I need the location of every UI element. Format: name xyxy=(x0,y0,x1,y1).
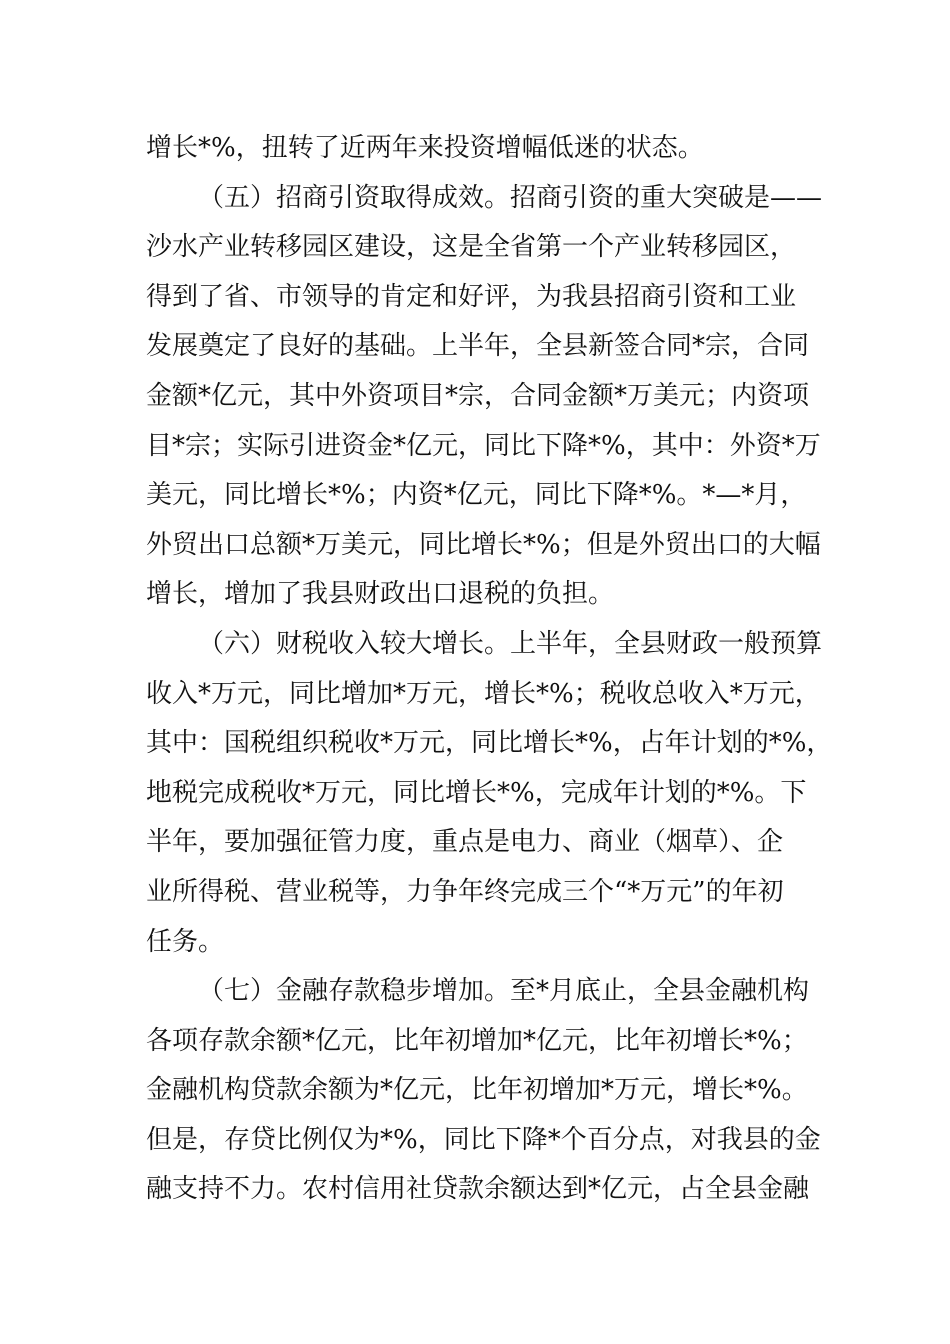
text-line: 地税完成税收*万元，同比增长*%，完成年计划的*%。下 xyxy=(146,777,807,808)
text-line: 半年，要加强征管力度，重点是电力、商业（烟草）、企 xyxy=(146,827,784,858)
text-line: 得到了省、市领导的肯定和好评，为我县招商引资和工业 xyxy=(146,281,797,312)
section-seven-heading-line: （七）金融存款稳步增加。至*月底止，全县金融机构 xyxy=(198,976,810,1007)
text-line: 金额*亿元，其中外资项目*宗，合同金额*万美元；内资项 xyxy=(146,380,810,411)
text-line: 美元，同比增长*%；内资*亿元，同比下降*%。*—*月， xyxy=(146,480,807,511)
text-line: 外贸出口总额*万美元，同比增长*%；但是外贸出口的大幅 xyxy=(146,529,821,560)
text-line: 任务。 xyxy=(146,926,225,957)
text-line: 融支持不力。农村信用社贷款余额达到*亿元，占全县金融 xyxy=(146,1174,810,1205)
text-line: 发展奠定了良好的基础。上半年，全县新签合同*宗，合同 xyxy=(146,331,810,362)
text-line: 增长*%，扭转了近两年来投资增幅低迷的状态。 xyxy=(146,133,704,163)
text-line: 各项存款余额*亿元，比年初增加*亿元，比年初增长*%； xyxy=(146,1025,808,1056)
text-line: 但是，存贷比例仅为*%，同比下降*个百分点，对我县的金 xyxy=(146,1124,821,1155)
text-line: 其中：国税组织税收*万元，同比增长*%，占年计划的*%， xyxy=(146,728,833,759)
text-line: 沙水产业转移园区建设，这是全省第一个产业转移园区， xyxy=(146,232,797,263)
body-text xyxy=(146,124,833,1215)
section-six-heading-line: （六）财税收入较大增长。上半年，全县财政一般预算 xyxy=(198,628,823,659)
text-line: 金融机构贷款余额为*亿元，比年初增加*万元，增长*%。 xyxy=(146,1075,808,1106)
section-five-heading-line: （五）招商引资取得成效。招商引资的重大突破是—— xyxy=(198,182,823,213)
text-line: 增长，增加了我县财政出口退税的负担。 xyxy=(146,579,615,610)
text-line: 目*宗；实际引进资金*亿元，同比下降*%，其中：外资*万 xyxy=(146,430,821,461)
text-line: 业所得税、营业税等，力争年终完成三个“*万元”的年初 xyxy=(146,876,784,907)
text-line: 收入*万元，同比增加*万元，增长*%；税收总收入*万元， xyxy=(146,678,821,709)
